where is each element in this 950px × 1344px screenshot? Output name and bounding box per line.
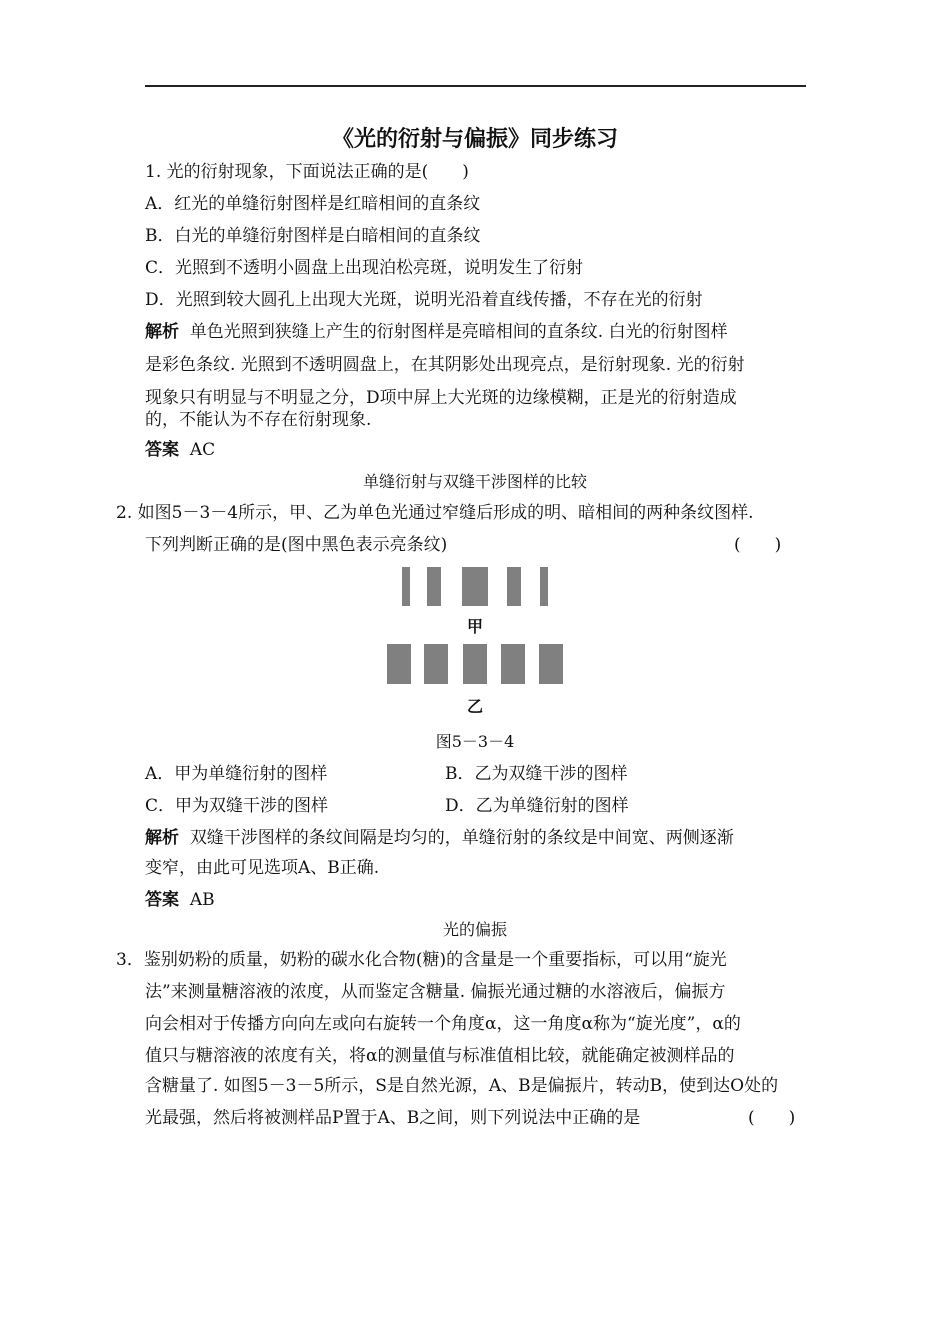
q2-analysis-line-2: 变窄，由此可见选项A、B正确. xyxy=(145,858,380,878)
q2-analysis-label: 解析 xyxy=(145,828,179,848)
q1-option-d: D．光照到较大圆孔上出现大光斑，说明光沿着直线传播，不存在光的衍射 xyxy=(145,290,703,310)
q3-line-6: 光最强，然后将被测样品P置于A、B之间，则下列说法中正确的是 xyxy=(145,1108,641,1128)
page-title: 《光的衍射与偏振》同步练习 xyxy=(331,127,618,152)
figure-caption: 图5－3－4 xyxy=(435,732,515,751)
q3-answer-paren: ( ) xyxy=(748,1108,796,1128)
q1-option-b: B．白光的单缝衍射图样是白暗相间的直条纹 xyxy=(145,226,481,246)
q1-analysis-text: 单色光照到狭缝上产生的衍射图样是亮暗相间的直条纹. 白光的衍射图样 xyxy=(189,322,728,342)
q2-stem-line-2: 下列判断正确的是(图中黑色表示亮条纹) xyxy=(145,535,448,555)
q3-line-2: 法”来测量糖溶液的浓度，从而鉴定含糖量. 偏振光通过糖的水溶液后，偏振方 xyxy=(145,982,726,1002)
q1-answer xyxy=(145,440,215,460)
section-heading-2: 光的偏振 xyxy=(442,920,507,939)
fringe-bar xyxy=(402,567,410,606)
q1-analysis-line-1 xyxy=(145,322,728,342)
q2-answer-label: 答案 xyxy=(145,890,179,910)
figure-label-a: 甲 xyxy=(466,617,483,636)
q3-line-3: 向会相对于传播方向向左或向右旋转一个角度α，这一角度α称为“旋光度”，α的 xyxy=(145,1014,741,1034)
q1-analysis-line-3: 现象只有明显与不明显之分，D项中屏上大光斑的边缘模糊，正是光的衍射造成 xyxy=(145,388,737,408)
q1-answer-label: 答案 xyxy=(145,440,179,460)
q2-option-d: D．乙为单缝衍射的图样 xyxy=(445,796,629,816)
q2-analysis-text: 双缝干涉图样的条纹间隔是均匀的，单缝衍射的条纹是中间宽、两侧逐渐 xyxy=(189,828,734,848)
q2-option-c: C．甲为双缝干涉的图样 xyxy=(145,796,329,816)
fringe-bar xyxy=(540,567,548,606)
q3-line-4: 值只与糖溶液的浓度有关，将α的测量值与标准值相比较，就能确定被测样品的 xyxy=(145,1046,735,1066)
figure-label-b: 乙 xyxy=(466,697,483,716)
q2-stem-line-1: 2. 如图5－3－4所示，甲、乙为单色光通过窄缝后形成的明、暗相间的两种条纹图样. xyxy=(116,503,754,523)
section-heading-1: 单缝衍射与双缝干涉图样的比较 xyxy=(362,472,587,491)
fringe-bar xyxy=(427,567,441,606)
q3-line-5: 含糖量了. 如图5－3－5所示，S是自然光源，A、B是偏振片，转动B，使到达O处的 xyxy=(145,1076,779,1096)
fringe-bar xyxy=(463,644,487,684)
q2-option-b: B．乙为双缝干涉的图样 xyxy=(445,764,628,784)
q1-answer-value: AC xyxy=(189,440,216,460)
fringe-bar xyxy=(387,644,411,684)
q1-stem: 1. 光的衍射现象，下面说法正确的是( ) xyxy=(145,162,469,182)
q1-option-a: A．红光的单缝衍射图样是红暗相间的直条纹 xyxy=(145,194,481,214)
fringe-bar xyxy=(507,567,521,606)
q1-option-c: C．光照到不透明小圆盘上出现泊松亮斑，说明发生了衍射 xyxy=(145,258,584,278)
q2-analysis-line-1 xyxy=(145,828,734,848)
fringe-bar xyxy=(424,644,448,684)
q2-answer-value: AB xyxy=(189,890,215,910)
q1-analysis-label: 解析 xyxy=(145,322,179,342)
q1-analysis-line-4: 的，不能认为不存在衍射现象. xyxy=(145,410,372,430)
top-rule xyxy=(145,85,806,87)
q1-analysis-line-2: 是彩色条纹. 光照到不透明圆盘上，在其阴影处出现亮点，是衍射现象. 光的衍射 xyxy=(145,355,745,375)
q2-option-a: A．甲为单缝衍射的图样 xyxy=(145,764,328,784)
q3-line-1: 3．鉴别奶粉的质量，奶粉的碳水化合物(糖)的含量是一个重要指标，可以用“旋光 xyxy=(116,950,727,970)
q2-answer xyxy=(145,890,215,910)
q2-answer-paren: ( ) xyxy=(734,535,782,555)
fringe-bar xyxy=(501,644,525,684)
fringe-bar xyxy=(539,644,563,684)
fringe-bar xyxy=(462,567,488,606)
